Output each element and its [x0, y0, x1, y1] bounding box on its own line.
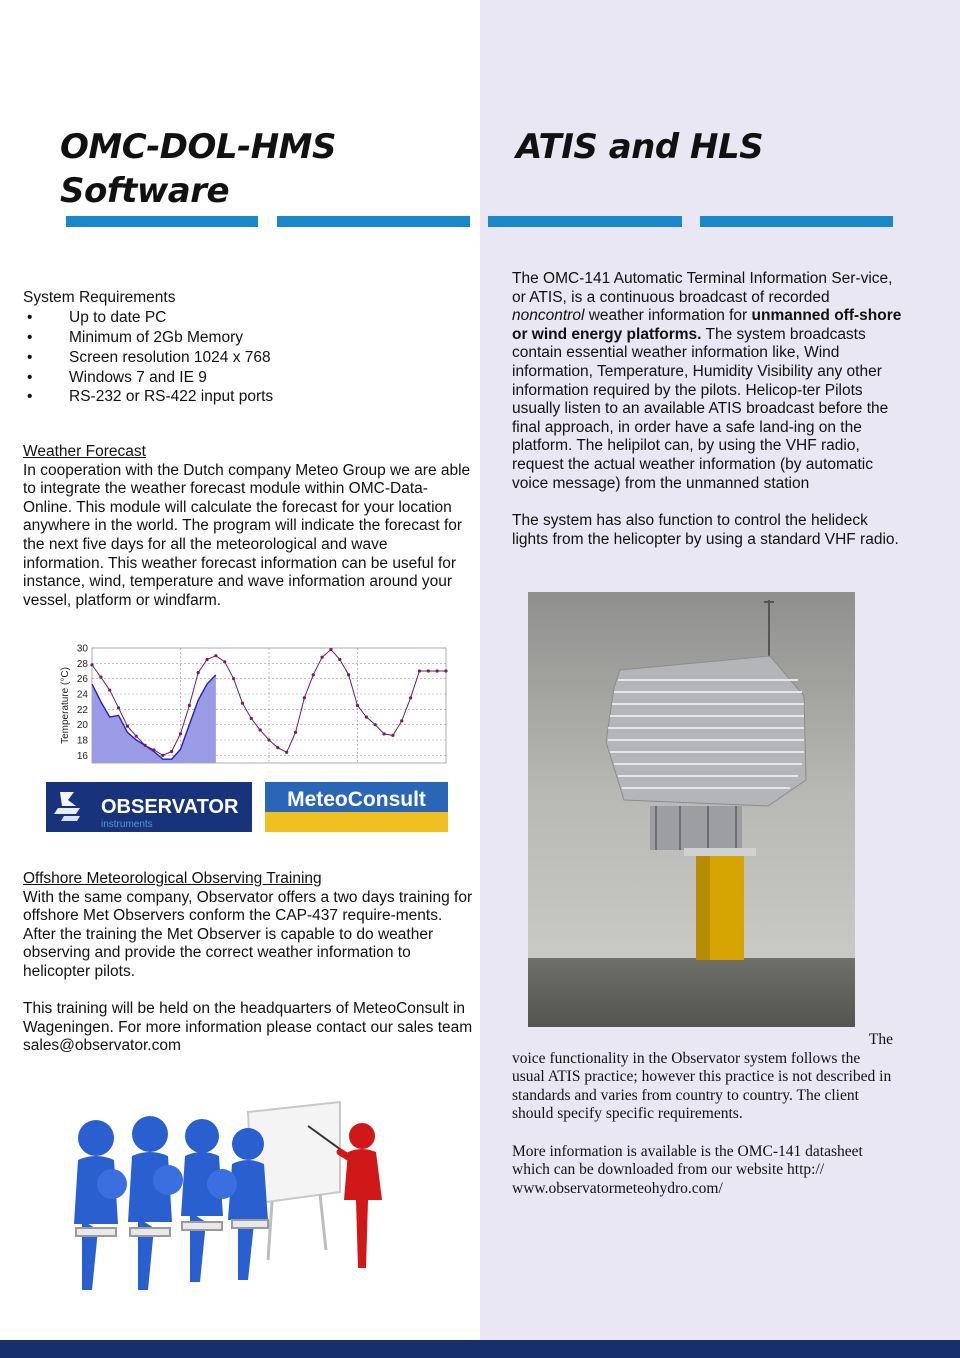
weather-forecast-heading: Weather Forecast: [23, 443, 146, 460]
chart-point-forecast: [427, 669, 430, 672]
chart-point-forecast: [276, 746, 279, 749]
title-divider-bar: [488, 216, 682, 227]
chart-point-forecast: [303, 696, 306, 699]
chart-point-forecast: [259, 728, 262, 731]
chart-ytick-label: 16: [76, 750, 88, 762]
chart-ytick-label: 28: [76, 658, 88, 670]
title-divider-bar: [66, 216, 258, 227]
chart-point-forecast: [267, 738, 270, 741]
chart-point-forecast: [444, 669, 447, 672]
chart-ytick-label: 22: [76, 704, 88, 716]
chart-point-forecast: [338, 658, 341, 661]
chart-point-forecast: [90, 663, 93, 666]
atis-text: weather information for: [584, 307, 752, 325]
atis-description: [512, 270, 904, 493]
chart-point-forecast: [409, 696, 412, 699]
chart-point-forecast: [241, 702, 244, 705]
observator-logo: [46, 782, 252, 832]
chart-point-forecast: [391, 734, 394, 737]
chart-point-forecast: [400, 719, 403, 722]
training-body: With the same company, Observator offers a two days training for offshore Met Observers conform the CAP-437 require-ments. After the training the Met Observer is capable to do weather observing and provide the correct weather information to helicopter pilots.: [23, 888, 473, 980]
chart-ytick-label: 20: [76, 720, 88, 732]
chart-point-forecast: [152, 748, 155, 751]
list-item: • Screen resolution 1024 x 768: [23, 349, 463, 368]
chart-point-forecast: [179, 732, 182, 735]
chart-point-forecast: [126, 725, 129, 728]
chart-ytick-label: 30: [76, 643, 88, 655]
weather-forecast-section: [23, 443, 471, 610]
meteoconsult-logo-text: MeteoConsult: [287, 788, 426, 811]
list-item: • Up to date PC: [23, 309, 463, 328]
chart-point-forecast: [436, 669, 439, 672]
chart-point-forecast: [285, 751, 288, 754]
offshore-platform-photo: [528, 592, 855, 1027]
training-section: [23, 870, 475, 1056]
chart-point-forecast: [161, 754, 164, 757]
training-heading: Offshore Meteorological Observing Training: [23, 870, 322, 887]
right-page-title: ATIS and HLS: [516, 127, 764, 167]
atis-text: The system broadcasts contain essential weather information like, Wind information, Temperature, Humidity Visibility any other information required by the pilots. Helicop-ter Pilots usually listen to an available ATIS broadcast before the final approach, in order have a safe land-ing on the platform. The helipilot can, by using the VHF radio, request the actual weather information (by automatic voice message) from the unmanned station: [512, 325, 889, 492]
chart-point-forecast: [117, 706, 120, 709]
weather-forecast-body: In cooperation with the Dutch company Meteo Group we are able to integrate the weather forecast module within OMC-Data-Online. This module will calculate the forecast for your location anywhere in the world. The program will indicate the forecast for the next five days for all the meteorological and wave information. This weather forecast information can be useful for instance, wind, temperature and wave information around your vessel, platform or windfarm.: [23, 461, 471, 609]
chart-point-forecast: [99, 676, 102, 679]
voice-functionality-text: [512, 1031, 893, 1198]
chart-point-forecast: [232, 677, 235, 680]
temperature-chart: [56, 638, 456, 768]
observator-logo-subtext: instruments: [101, 819, 153, 830]
list-item: • Minimum of 2Gb Memory: [23, 329, 463, 348]
meteoconsult-logo: [265, 782, 448, 832]
chart-point-forecast: [108, 689, 111, 692]
chart-point-forecast: [418, 669, 421, 672]
chart-point-forecast: [170, 750, 173, 753]
title-divider-bar: [700, 216, 893, 227]
chart-point-forecast: [356, 704, 359, 707]
chart-point-forecast: [347, 673, 350, 676]
chart-point-forecast: [329, 648, 332, 651]
helideck-lights-text: The system has also function to control the helideck lights from the helicopter by using a standard VHF radio.: [512, 512, 899, 548]
observator-logo-text: OBSERVATOR: [101, 796, 239, 818]
voice-functionality-body: voice functionality in the Observator system follows the usual ATIS practice; however this practice is not described in standards and varies from country to country. The client should specify specific requirements.: [512, 1049, 892, 1123]
chart-ytick-label: 18: [76, 735, 88, 747]
caption-lead-word: The: [868, 1031, 893, 1048]
atis-text-bold: unmanned off-shore or wind energy platforms.: [512, 307, 902, 343]
requirements-list: [23, 309, 463, 407]
atis-text-italic: noncontrol: [512, 307, 585, 325]
requirements-heading: System Requirements: [23, 289, 176, 306]
chart-point-forecast: [365, 715, 368, 718]
chart-point-forecast: [374, 723, 377, 726]
chart-point-forecast: [312, 673, 315, 676]
training-illustration: [72, 1100, 420, 1308]
chart-point-forecast: [382, 732, 385, 735]
list-item: • RS-232 or RS-422 input ports: [23, 388, 463, 407]
chart-point-forecast: [197, 671, 200, 674]
atis-text: The OMC-141 Automatic Terminal Information Ser-vice, or ATIS, is a continuous broadcast of recorded: [512, 270, 893, 306]
chart-point-forecast: [205, 658, 208, 661]
chart-point-forecast: [321, 656, 324, 659]
chart-ytick-label: 26: [76, 674, 88, 686]
chart-point-forecast: [294, 731, 297, 734]
system-requirements: [23, 289, 463, 407]
datasheet-info: More information is available is the OMC-141 datasheet which can be downloaded from our website http:// www.observatormeteohydro.com/: [512, 1142, 863, 1197]
chart-point-forecast: [250, 717, 253, 720]
training-contact: This training will be held on the headquarters of MeteoConsult in Wageningen. For more information please contact our sales team sales@observator.com: [23, 1000, 473, 1055]
title-divider-bar: [277, 216, 470, 227]
chart-point-forecast: [135, 735, 138, 738]
chart-point-forecast: [223, 660, 226, 663]
chart-point-forecast: [144, 744, 147, 747]
chart-ylabel: Temperature (°C): [60, 667, 71, 744]
bottom-footer-bar: [0, 1340, 960, 1358]
temperature-chart-svg: [56, 638, 456, 768]
chart-point-forecast: [188, 704, 191, 707]
left-page-title: OMC-DOL-HMS Software: [60, 127, 336, 211]
chart-point-forecast: [214, 654, 217, 657]
list-item: • Windows 7 and IE 9: [23, 369, 463, 388]
chart-ytick-label: 24: [76, 689, 88, 701]
